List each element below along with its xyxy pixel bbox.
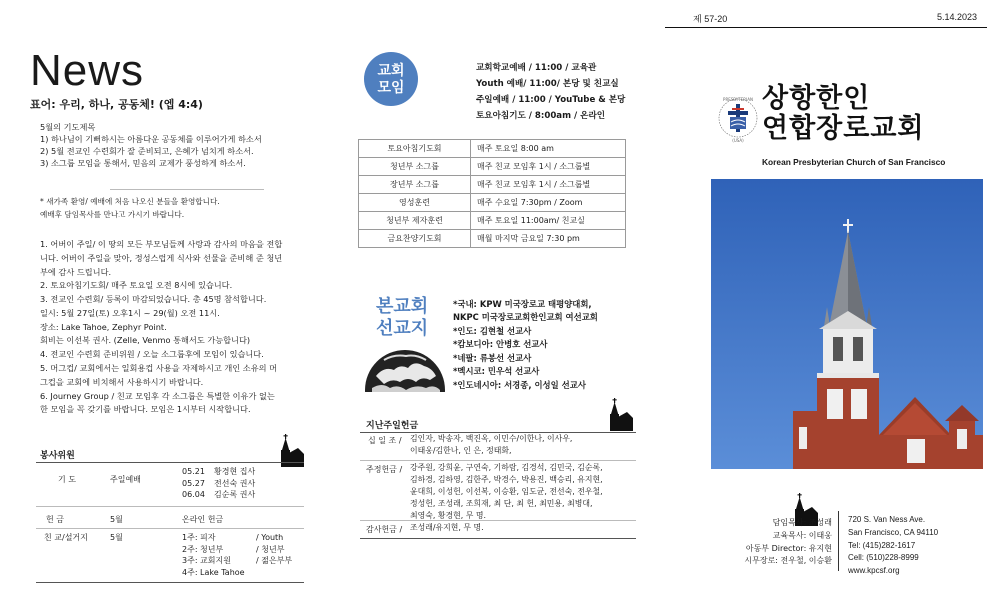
pastor-list [718, 517, 832, 568]
gathering-badge [364, 52, 418, 106]
fellowship-week: 4주: Lake Tahoe [182, 567, 245, 577]
fellowship-right-item: / Youth [256, 533, 284, 542]
fellowship-weeks [182, 532, 245, 578]
divider [36, 462, 304, 463]
news-item: 4. 전교인 수련회 준비위원 / 오늘 소그룹후에 모임이 있습니다. [40, 349, 264, 360]
gathering-title: 모임 [377, 80, 405, 96]
table-cell: 청년부 제자훈련 [359, 212, 471, 230]
pcusa-logo-icon [716, 92, 760, 148]
news-item: 그컵을 교회에 비치해서 사용하시기 바랍니다. [40, 376, 204, 387]
news-item: 1. 어버이 주일/ 이 땅의 모든 부모님들께 사랑과 감사의 마음을 전합 [40, 239, 283, 249]
offering-value: 온라인 헌금 [182, 515, 224, 524]
church-name-english: Korean Presbyterian Church of San Francisco [762, 157, 946, 167]
welcome-line: 예배후 담임목사를 만나고 가시기 바랍니다. [40, 209, 185, 219]
prayer-name: 황경현 집사 [214, 467, 256, 476]
service-title: 봉사위원 [40, 451, 75, 461]
fellowship-week: 2주: 청년부 [182, 544, 224, 554]
tithe-names [410, 433, 572, 457]
pastor-line: 시무장로: 전우철, 이승환 [744, 556, 832, 566]
news-list [40, 238, 302, 417]
thanks-offering-names [410, 522, 484, 534]
table-cell: 매주 수요일 7:30pm / Zoom [471, 194, 626, 212]
motto: 표어: 우리, 하나, 공동체! (엡 4:4) [30, 98, 203, 111]
table-cell: 매월 마지막 금요일 7:30 pm [471, 230, 626, 248]
name-line: 정성헌, 조성래, 조희재, 최 단, 최 헌, 최민용, 최병대, [410, 499, 593, 509]
header-rule [665, 27, 987, 28]
church-address [848, 514, 938, 578]
name-line: 김하경, 김하영, 김한주, 박경수, 박용진, 백승리, 유지현, [410, 475, 603, 485]
mission-title-line: 선교지 [376, 318, 429, 339]
prayer-date: 05.27 [182, 478, 205, 488]
gathering-title: 교회 [377, 63, 405, 79]
mission-item: *네팔: 류봉선 선교사 [453, 352, 532, 363]
pastor-line: 담임목사: 조성래 [772, 518, 832, 527]
church-name-line: 상항한인 [762, 83, 871, 114]
name-line: 이태웅/김한나, 인 은, 정태화, [410, 446, 512, 456]
table-row [359, 194, 626, 212]
name-line: 조성래/유지현, 무 명. [410, 523, 484, 532]
mission-title [376, 296, 428, 340]
table-row [359, 230, 626, 248]
tithe-label: 십 일 조 / [368, 436, 402, 445]
prayer-service: 주일예배 [110, 475, 141, 484]
divider [110, 189, 264, 190]
prayer-label: 기 도 [58, 475, 76, 484]
table-cell: 매주 토요일 8:00 am [471, 140, 626, 158]
offering-title: 지난주일헌금 [366, 421, 419, 431]
fellowship-week: 1주: 피자 [182, 533, 216, 542]
schedule-item: 주일예배 / 11:00 / YouTube & 본당 [476, 95, 626, 106]
cell-phone: Cell: (510)228-8999 [848, 553, 919, 563]
mission-item: *인도: 김현철 선교사 [453, 325, 532, 336]
website-link[interactable]: www.kpcsf.org [848, 566, 900, 576]
name-line: 최영숙, 황경현, 무 명. [410, 511, 487, 521]
issue-date: 5.14.2023 [937, 12, 978, 22]
prayer-name: 김순록 권사 [214, 490, 256, 500]
mission-title-line: 본교회 [376, 296, 429, 317]
table-cell: 매주 친교 모임후 1시 / 소그룹별 [471, 176, 626, 194]
table-cell: 청년부 소그룹 [359, 158, 471, 176]
svg-text:(USA): (USA) [732, 138, 744, 143]
church-photo [711, 179, 983, 469]
church-name-korean [762, 84, 925, 144]
prayer-title: 5월의 기도제목 [40, 122, 96, 132]
schedule-item: 교회학교예배 / 11:00 / 교육관 [476, 63, 597, 73]
mission-item: NKPC 미국장로교회한인교회 여선교회 [453, 312, 598, 323]
fellowship-month: 5월 [110, 533, 123, 542]
schedule-item: Youth 예배/ 11:00/ 본당 및 친교실 [476, 79, 619, 90]
mission-item: *멕시코: 민우석 선교사 [453, 366, 540, 377]
mission-item: *캄보디아: 안병호 선교사 [453, 339, 548, 350]
name-line: 김인자, 박송자, 백진옥, 이민수/이한나, 이사우, [410, 434, 573, 443]
news-item: 니다. 어버이 주일을 맞아, 정성스럽게 식사와 선물을 준비해 준 청년 [40, 252, 283, 263]
news-item: 부에 감사 드립니다. [40, 266, 112, 277]
table-row [359, 176, 626, 194]
divider [360, 538, 636, 539]
news-item: 3. 전교인 수련회/ 등록이 마감되었습니다. 총 45명 참석합니다. [40, 294, 267, 305]
pastor-line: 아동부 Director: 유지현 [745, 543, 832, 553]
table-cell: 금요찬양기도회 [359, 230, 471, 248]
address-line: San Francisco, CA 94110 [848, 527, 939, 537]
prayer-names [214, 466, 255, 501]
thanks-offering-label: 감사헌금 / [366, 525, 403, 534]
pastor-line: 교육목사: 이태웅 [772, 530, 832, 540]
divider [36, 528, 304, 529]
church-silhouette-icon [604, 394, 634, 432]
globe-icon [364, 346, 446, 394]
divider [360, 520, 636, 521]
prayer-item: 3) 소그룹 모임을 통해서, 믿음의 교제가 풍성하게 하소서. [40, 157, 246, 168]
news-item: 6. Journey Group / 친교 모임후 각 소그룹은 특별한 이유가 없는 [40, 390, 275, 401]
schedule-item: 토요아침기도 / 8:00am / 온라인 [476, 111, 606, 122]
divider [36, 506, 304, 507]
welcome-note [40, 196, 300, 222]
prayer-date: 06.04 [182, 490, 205, 500]
table-cell: 매주 친교 모임후 1시 / 소그룹별 [471, 158, 626, 176]
prayer-date: 05.21 [182, 467, 205, 476]
news-item: 5. 머그컵/ 교회에서는 일회용컵 사용을 자제하시고 개인 소유의 머 [40, 363, 278, 374]
welcome-line: * 새가족 환영/ 예배에 처음 나오신 분들을 환영합니다. [40, 197, 220, 206]
news-item: 장소: Lake Tahoe, Zephyr Point. [40, 321, 167, 332]
prayer-dates [182, 466, 205, 501]
gathering-schedule [476, 60, 625, 125]
news-item: 한 모임을 꼭 갖기를 바랍니다. 모임은 1시부터 시작합니다. [40, 404, 251, 415]
table-cell: 장년부 소그룹 [359, 176, 471, 194]
weekly-offering-names [410, 462, 603, 522]
news-item: 2. 토요아침기도회/ 매주 토요일 오전 8시에 있습니다. [40, 280, 233, 291]
mission-item: *인도네시아: 서경종, 이성일 선교사 [453, 379, 586, 390]
news-item: 일시: 5월 27일(토) 오후1시 ~ 29(월) 오전 11시. [40, 307, 220, 318]
fellowship-week: 3주: 교회지원 [182, 556, 231, 566]
svg-text:PRESBYTERIAN: PRESBYTERIAN [723, 97, 753, 102]
table-row [359, 140, 626, 158]
meeting-table [358, 139, 626, 248]
name-line: 윤대희, 이성헌, 이선복, 이승환, 임도균, 전선숙, 전우철, [410, 487, 603, 497]
table-row [359, 212, 626, 230]
divider [360, 460, 636, 461]
name-line: 강주원, 강희윤, 구연숙, 기하람, 김경석, 김민국, 김순록, [410, 463, 603, 472]
church-name-line: 연합장로교회 [762, 113, 925, 144]
news-title: News [30, 46, 145, 95]
table-row [359, 158, 626, 176]
news-item: 회비는 이선복 권사. (Zelle, Venmo 통해서도 가능합니다) [40, 335, 251, 346]
prayer-item: 2) 5월 전교인 수련회가 잘 준비되고, 은혜가 넘치게 하소서. [40, 145, 254, 156]
table-cell: 토요아침기도회 [359, 140, 471, 158]
address-line: 720 S. Van Ness Ave. [848, 515, 926, 524]
offering-month: 5월 [110, 515, 123, 524]
phone: Tel: (415)282-1617 [848, 540, 916, 550]
prayer-item: 1) 하나님이 기뻐하시는 아름다운 공동체를 이루어가게 하소서 [40, 133, 262, 144]
fellowship-label: 친 교/설거지 [44, 533, 88, 542]
fellowship-right-item: / 젊은부부 [256, 556, 293, 566]
issue-number: 제 57-20 [693, 14, 728, 24]
divider [36, 582, 304, 583]
fellowship-right [256, 532, 292, 567]
mission-item: *국내: KPW 미국장로교 태평양대회, [453, 299, 592, 309]
prayer-name: 전선숙 권사 [214, 478, 256, 488]
prayer-section [40, 122, 300, 170]
weekly-offering-label: 주정헌금 / [366, 465, 403, 474]
mission-list [453, 298, 598, 392]
table-cell: 매주 토요일 11:00am/ 친교실 [471, 212, 626, 230]
divider [838, 511, 839, 571]
fellowship-right-item: / 청년부 [256, 544, 285, 554]
table-cell: 영성훈련 [359, 194, 471, 212]
offering-label: 헌 금 [46, 515, 64, 524]
